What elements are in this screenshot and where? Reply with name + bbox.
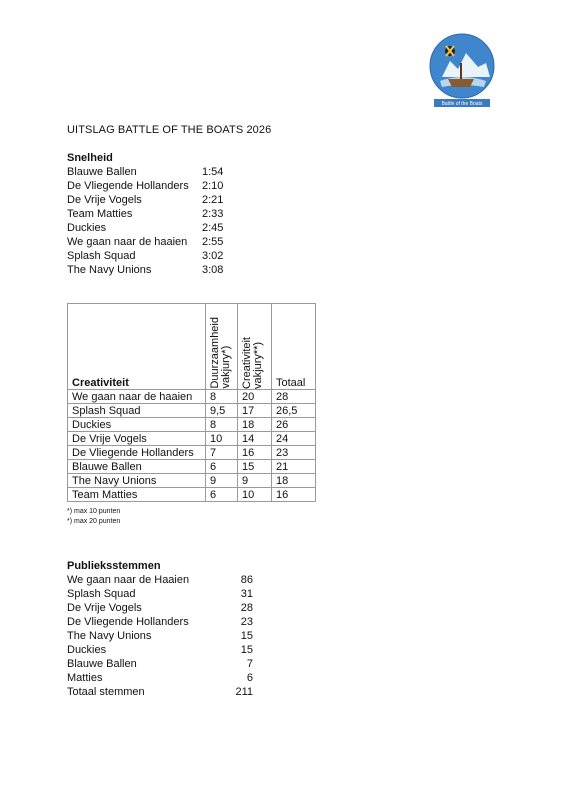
duurzaamheid-score: 8 [206, 390, 238, 404]
team-name: We gaan naar de haaien [67, 236, 188, 248]
totaal-score: 18 [272, 474, 316, 488]
team-name: De Vliegende Hollanders [67, 616, 189, 628]
publiek-heading: Publieksstemmen [67, 560, 161, 572]
footnotes [67, 507, 120, 527]
team-name: The Navy Unions [68, 474, 206, 488]
list-item [67, 601, 253, 615]
team-name: Duckies [67, 644, 107, 656]
publiek-list [67, 573, 253, 699]
creativiteit-score: 9 [238, 474, 272, 488]
vote-count: 6 [246, 672, 253, 684]
list-item [67, 207, 223, 221]
team-name: We gaan naar de Haaien [67, 574, 190, 586]
list-item [67, 573, 253, 587]
total-votes: 211 [235, 686, 253, 698]
list-item [67, 657, 253, 671]
duurzaamheid-score: 9,5 [206, 404, 238, 418]
creativiteit-score: 20 [238, 390, 272, 404]
team-name: Team Matties [67, 208, 133, 220]
team-name: Blauwe Ballen [67, 658, 137, 670]
team-name: De Vrije Vogels [67, 602, 142, 614]
team-name: Matties [67, 672, 103, 684]
table-header-row [68, 304, 316, 390]
table-row [68, 432, 316, 446]
vote-count: 7 [246, 658, 253, 670]
totaal-score: 26 [272, 418, 316, 432]
totaal-score: 26,5 [272, 404, 316, 418]
team-name: De Vrije Vogels [68, 432, 206, 446]
battle-of-the-boats-logo [428, 33, 496, 109]
team-name: Splash Squad [67, 250, 136, 262]
total-row [67, 685, 253, 699]
list-item [67, 671, 253, 685]
team-name: De Vrije Vogels [67, 194, 142, 206]
race-time: 2:45 [202, 222, 224, 234]
vote-count: 15 [240, 630, 253, 642]
race-time: 2:33 [202, 208, 224, 220]
document-title: UITSLAG BATTLE OF THE BOATS 2026 [67, 124, 272, 136]
table-row [68, 418, 316, 432]
duurzaamheid-score: 8 [206, 418, 238, 432]
footnote-creativiteit: *) max 20 punten [67, 518, 121, 525]
table-row [68, 460, 316, 474]
creativiteit-table [67, 303, 316, 502]
table-row [68, 446, 316, 460]
duurzaamheid-score: 10 [206, 432, 238, 446]
logo-caption: Battle of the Boats [441, 101, 483, 107]
vote-count: 15 [240, 644, 253, 656]
footnote-duurzaamheid: *) max 10 punten [67, 508, 121, 515]
creativiteit-score: 17 [238, 404, 272, 418]
list-item [67, 165, 223, 179]
totaal-score: 28 [272, 390, 316, 404]
list-item [67, 221, 223, 235]
team-name: We gaan naar de haaien [68, 390, 206, 404]
race-time: 3:02 [202, 250, 224, 262]
vote-count: 23 [240, 616, 253, 628]
race-time: 3:08 [202, 264, 224, 276]
list-item [67, 249, 223, 263]
team-name: De Vliegende Hollanders [68, 446, 206, 460]
snelheid-list [67, 165, 223, 277]
list-item [67, 179, 223, 193]
column-header-totaal: Totaal [272, 304, 316, 390]
totaal-score: 21 [272, 460, 316, 474]
duurzaamheid-score: 7 [206, 446, 238, 460]
creativiteit-heading: Creativiteit [68, 304, 206, 390]
total-label: Totaal stemmen [67, 686, 145, 698]
race-time: 2:10 [202, 180, 224, 192]
table-row [68, 390, 316, 404]
snelheid-heading: Snelheid [67, 152, 113, 164]
team-name: Team Matties [68, 488, 206, 502]
totaal-score: 16 [272, 488, 316, 502]
list-item [67, 263, 223, 277]
vote-count: 28 [240, 602, 253, 614]
list-item [67, 587, 253, 601]
column-header-duurzaamheid: Duurzaamheid vakjury*) [206, 304, 238, 390]
team-name: Blauwe Ballen [67, 166, 137, 178]
race-time: 2:21 [202, 194, 224, 206]
creativiteit-score: 15 [238, 460, 272, 474]
totaal-score: 23 [272, 446, 316, 460]
table-row [68, 474, 316, 488]
team-name: Duckies [68, 418, 206, 432]
vote-count: 31 [240, 588, 253, 600]
team-name: Duckies [67, 222, 107, 234]
team-name: Splash Squad [68, 404, 206, 418]
creativiteit-score: 14 [238, 432, 272, 446]
race-time: 1:54 [202, 166, 224, 178]
creativiteit-score: 18 [238, 418, 272, 432]
totaal-score: 24 [272, 432, 316, 446]
vote-count: 86 [240, 574, 253, 586]
table-row [68, 404, 316, 418]
team-name: The Navy Unions [67, 264, 152, 276]
list-item [67, 615, 253, 629]
duurzaamheid-score: 6 [206, 488, 238, 502]
team-name: Blauwe Ballen [68, 460, 206, 474]
duurzaamheid-score: 9 [206, 474, 238, 488]
list-item [67, 193, 223, 207]
duurzaamheid-score: 6 [206, 460, 238, 474]
team-name: The Navy Unions [67, 630, 152, 642]
table-row [68, 488, 316, 502]
list-item [67, 235, 223, 249]
creativiteit-score: 16 [238, 446, 272, 460]
team-name: De Vliegende Hollanders [67, 180, 189, 192]
list-item [67, 629, 253, 643]
column-header-creativiteit: Creativiteit vakjury**) [238, 304, 272, 390]
team-name: Splash Squad [67, 588, 136, 600]
race-time: 2:55 [202, 236, 224, 248]
list-item [67, 643, 253, 657]
creativiteit-score: 10 [238, 488, 272, 502]
